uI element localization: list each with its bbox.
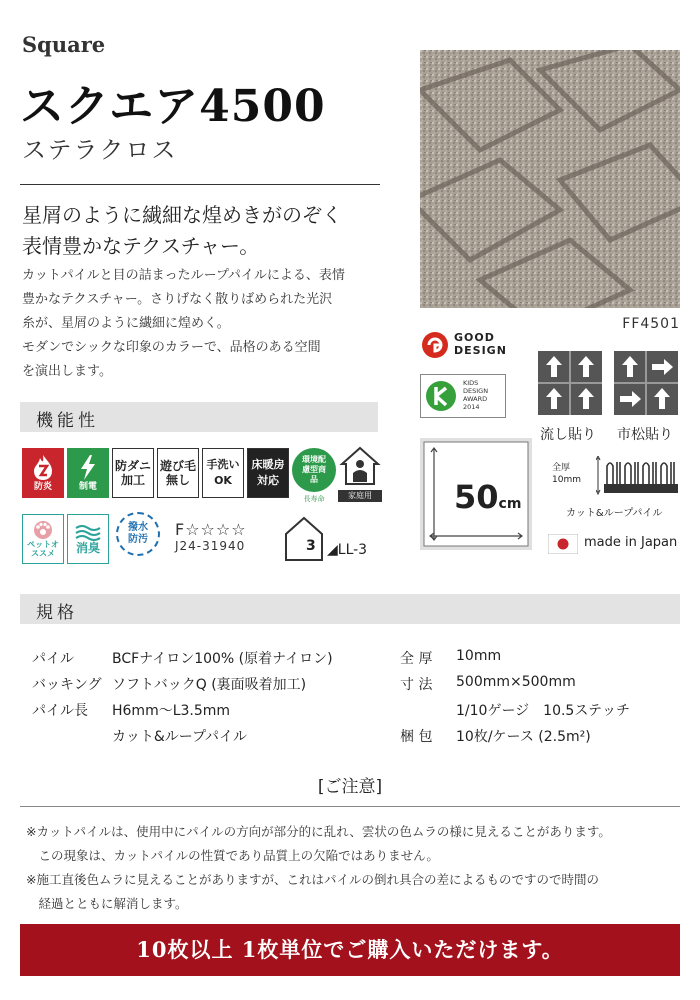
carpet-swatch-image xyxy=(420,50,680,308)
home-use-label: 家庭用 xyxy=(338,490,382,502)
antistatic-icon xyxy=(67,448,109,498)
spec-value: 10枚/ケース (2.5m²) xyxy=(456,729,591,745)
ll-grade-text: LL-3 xyxy=(337,542,368,558)
notice-text: ※カットパイルは、使用中にパイルの方向が部分的に乱れ、雲状の色ムラの様に見えることがあります。 この現象は、カットパイルの性質であり品質上の欠陥ではありません。 ※施工直後色ムラに見えることがありますが、これはパイルの倒れ具合の差によるものですので時間の 経過とともに解消します。 xyxy=(26,824,611,911)
pet-recommended-label: ペットオススメ xyxy=(27,540,59,558)
formaldehyde-code: J24-31940 xyxy=(175,539,246,553)
tile-size-diagram xyxy=(420,438,532,550)
tile-size-value: 50 xyxy=(454,478,499,516)
antistatic-label: 制電 xyxy=(78,481,97,492)
kids-design-icon xyxy=(425,380,457,412)
product-subname: ステラクロス xyxy=(22,136,178,164)
spec-label: パイル長 xyxy=(32,703,88,719)
spec-label: バッキング xyxy=(32,677,102,693)
install-checker-diagram xyxy=(614,351,678,415)
home-use-icon xyxy=(338,446,382,500)
good-design-label: GOOD DESIGN xyxy=(454,331,507,357)
spec-label: 梱 包 xyxy=(400,729,433,745)
eco-product-icon xyxy=(292,448,340,508)
tile-size-unit: cm xyxy=(498,496,522,512)
spec-title: 規格 xyxy=(36,603,78,623)
series-label: Square xyxy=(22,32,106,57)
spec-value: 10mm xyxy=(456,648,502,664)
kids-design-award-logo xyxy=(420,374,506,418)
ll-grade-icon xyxy=(284,516,324,562)
no-loose-fiber-label: 遊び毛無し xyxy=(160,459,197,487)
floor-heating-icon xyxy=(247,448,289,498)
water-stain-repellent-label: 撥水防汚 xyxy=(128,522,148,545)
floor-heating-label: 床暖房対応 xyxy=(251,458,285,487)
origin-label: made in Japan xyxy=(584,535,678,550)
spec-label: 寸 法 xyxy=(400,677,433,693)
spec-value: カット&ループパイル xyxy=(112,729,247,745)
hand-washable-icon xyxy=(202,448,244,498)
ll-grade-label: ◢LL-3 xyxy=(327,542,368,558)
anti-mite-label: 防ダニ加工 xyxy=(115,459,152,487)
spec-value: 500mm×500mm xyxy=(456,674,576,690)
ll-grade-number: 3 xyxy=(306,538,316,554)
install-checker-label: 市松貼り xyxy=(617,427,673,443)
pet-recommended-icon xyxy=(22,514,64,564)
kids-design-label: KIDS DESIGN AWARD 2014 xyxy=(463,379,489,411)
spec-value: ソフトバックQ (裏面吸着加工) xyxy=(112,677,307,693)
product-description: カットパイルと目の詰まったループパイルによる、表情 豊かなテクスチャー。さりげなく散りばめられた光沢 糸が、星屑のように繊細に煌めく。 モダンでシックな印象のカラーで、品格のある空間 を演出します。 xyxy=(22,268,345,379)
install-flow-label: 流し貼り xyxy=(540,427,596,443)
product-name: スクエア4500 xyxy=(20,81,326,132)
headline: 星屑のように繊細な煌めきがのぞく 表情豊かなテクスチャー。 xyxy=(22,203,342,258)
spec-label: パイル xyxy=(32,651,74,667)
purchase-banner: 10枚以上 1枚単位でご購入いただけます。 xyxy=(20,924,680,976)
eco-product-sub: 長寿命 xyxy=(303,495,325,503)
eco-product-label: 環境配慮型商品 xyxy=(302,455,326,484)
spec-value: H6mm～L3.5mm xyxy=(112,703,231,719)
pile-cross-section xyxy=(596,456,680,496)
deodorizing-icon xyxy=(67,514,109,564)
formaldehyde-rating xyxy=(175,520,275,553)
spec-label: 全 厚 xyxy=(400,651,433,667)
thickness-label: 全厚 10mm xyxy=(552,463,581,485)
no-loose-fiber-icon xyxy=(157,448,199,498)
product-code: FF4501 xyxy=(622,316,680,332)
spec-value: BCFナイロン100% (原着ナイロン) xyxy=(112,651,333,667)
install-flow-diagram xyxy=(538,351,602,415)
hand-washable-label: 手洗いOK xyxy=(206,458,240,487)
fire-resistant-icon xyxy=(22,448,64,498)
divider xyxy=(20,184,380,185)
anti-mite-icon xyxy=(112,448,154,498)
notice-title: [ご注意] xyxy=(317,777,383,797)
spec-value: 1/10ゲージ 10.5ステッチ xyxy=(456,703,631,719)
pile-type-label: カット&ループパイル xyxy=(566,508,663,519)
features-title: 機能性 xyxy=(36,411,99,431)
formaldehyde-label: F☆☆☆☆ xyxy=(175,520,247,539)
japan-flag-icon xyxy=(548,534,578,554)
spec-section-bar xyxy=(20,594,680,624)
fire-resistant-label: 防炎 xyxy=(33,481,52,492)
good-design-logo xyxy=(420,330,520,360)
divider xyxy=(20,806,680,807)
deodorizing-label: 消臭 xyxy=(75,540,100,555)
good-design-icon xyxy=(420,330,450,360)
features-section-bar xyxy=(20,402,378,432)
water-stain-repellent-icon xyxy=(116,512,164,564)
